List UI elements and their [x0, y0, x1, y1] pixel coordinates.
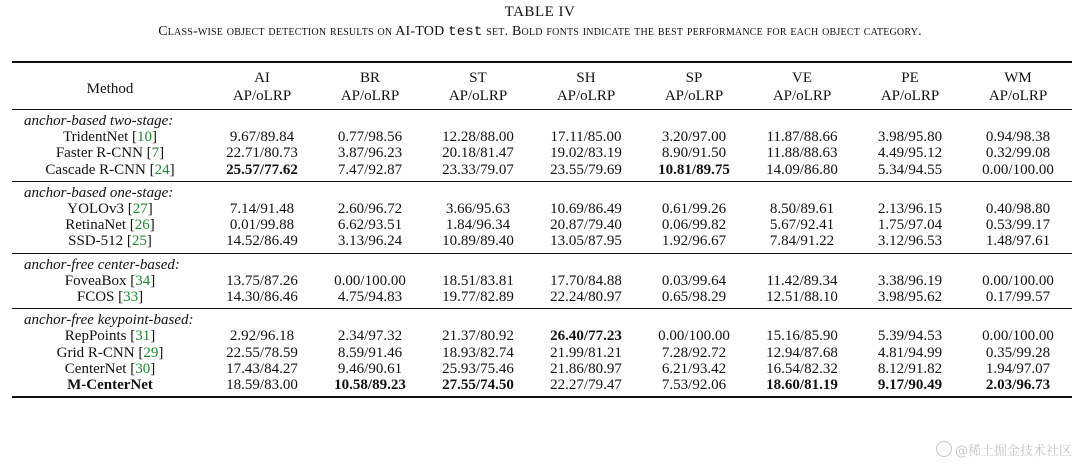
value-cell: 3.38/96.19 — [877, 272, 943, 289]
method-cell: YOLOv3 [27] — [67, 201, 153, 218]
caption-prefix: Class-wise object detection results on AI-TOD — [158, 24, 449, 39]
value-cell: 23.55/79.69 — [550, 161, 622, 178]
table-row — [12, 377, 1072, 397]
value-cell: 13.05/87.95 — [550, 233, 622, 250]
value-cell: 21.86/80.97 — [550, 360, 622, 377]
category-header-sp: SP — [685, 70, 703, 86]
value-cell: 22.27/79.47 — [532, 377, 640, 397]
group-label-row — [12, 110, 1072, 130]
value-cell: 19.77/82.89 — [442, 289, 514, 306]
group-label: anchor-free center-based: — [12, 253, 1072, 273]
category-header-sh: SH — [576, 70, 596, 86]
citation-link[interactable]: 26 — [134, 217, 150, 234]
value-cell: 8.59/91.46 — [337, 344, 403, 361]
value-cell: 6.62/93.51 — [337, 217, 403, 234]
value-cell: 16.54/82.32 — [766, 360, 838, 377]
value-cell: 4.49/95.12 — [877, 145, 943, 162]
method-name: Cascade R-CNN — [45, 161, 146, 178]
method-name: YOLOv3 — [67, 201, 124, 218]
value-cell: 1.48/97.61 — [985, 233, 1051, 250]
watermark-text: @稀土掘金技术社区 — [954, 444, 1072, 459]
value-cell: 19.02/83.19 — [550, 145, 622, 162]
group-label-row — [12, 253, 1072, 273]
value-cell: 0.40/98.80 — [985, 201, 1051, 218]
table-row — [12, 233, 1072, 253]
value-cell: 7.28/92.72 — [661, 344, 727, 361]
value-cell: 14.30/86.46 — [226, 289, 298, 306]
value-cell: 23.33/79.07 — [442, 161, 514, 178]
group-label: anchor-based one-stage: — [12, 181, 1072, 201]
value-cell: 3.12/96.53 — [877, 233, 943, 250]
citation-link[interactable]: 34 — [135, 272, 151, 289]
value-cell: 8.90/91.50 — [661, 145, 727, 162]
value-cell: 1.84/96.34 — [445, 217, 511, 234]
watermark-logo-icon — [936, 441, 952, 457]
value-cell: 10.69/86.49 — [550, 201, 622, 218]
value-cell: 2.60/96.72 — [337, 201, 403, 218]
value-cell: 15.16/85.90 — [766, 328, 838, 345]
value-cell: 17.43/84.27 — [226, 360, 298, 377]
citation-link[interactable]: 25 — [131, 233, 147, 250]
group-label-row — [12, 309, 1072, 329]
method-cell: RetinaNet [26] — [65, 217, 155, 234]
value-cell: 3.98/95.62 — [877, 289, 943, 306]
value-cell: 0.17/99.57 — [985, 289, 1051, 306]
value-cell: 11.42/89.34 — [766, 272, 838, 289]
value-cell: 1.92/96.67 — [661, 233, 727, 250]
value-cell: 20.87/79.40 — [550, 217, 622, 234]
value-cell: 3.13/96.24 — [337, 233, 403, 250]
value-cell: 0.01/99.88 — [229, 217, 295, 234]
method-cell: FCOS [33] — [76, 289, 144, 306]
value-cell: 11.87/88.66 — [766, 129, 838, 146]
value-cell: 5.67/92.41 — [769, 217, 835, 234]
citation-link[interactable]: 24 — [154, 161, 170, 178]
value-cell: 0.32/99.08 — [985, 145, 1051, 162]
value-cell: 6.21/93.42 — [661, 360, 727, 377]
value-cell: 18.51/83.81 — [442, 272, 514, 289]
value-cell: 0.61/99.26 — [661, 201, 727, 218]
value-cell: 12.28/88.00 — [442, 129, 514, 146]
method-name: CenterNet — [64, 360, 127, 377]
value-cell: 7.84/91.22 — [769, 233, 835, 250]
value-cell: 3.98/95.80 — [877, 129, 943, 146]
value-cell: 10.58/89.23 — [316, 377, 424, 397]
value-cell: 18.59/83.00 — [208, 377, 316, 397]
value-cell: 14.09/86.80 — [766, 161, 838, 178]
value-cell: 26.40/77.23 — [550, 328, 622, 345]
caption-suffix: set. Bold fonts indicate the best performance for each object category. — [482, 24, 922, 39]
value-cell: 1.75/97.04 — [877, 217, 943, 234]
metric-header: AP/oLRP — [880, 88, 940, 104]
table-row — [12, 129, 1072, 145]
metric-header: AP/oLRP — [988, 88, 1048, 104]
value-cell: 8.12/91.82 — [877, 360, 943, 377]
value-cell: 25.93/75.46 — [442, 360, 514, 377]
watermark — [936, 440, 1072, 459]
method-header: Method — [86, 81, 134, 97]
value-cell: 2.03/96.73 — [964, 377, 1072, 397]
category-header-ve: VE — [792, 70, 812, 86]
table-row — [12, 162, 1072, 182]
method-name: RepPoints — [64, 328, 127, 345]
category-header-wm: WM — [1004, 70, 1032, 86]
value-cell: 0.00/100.00 — [334, 272, 406, 289]
table-row — [12, 289, 1072, 309]
category-header-st: ST — [469, 70, 487, 86]
method-cell: RepPoints [31] — [64, 328, 156, 345]
table-body — [12, 110, 1072, 398]
method-cell: SSD-512 [25] — [68, 233, 152, 250]
method-name: Faster R-CNN — [55, 145, 143, 162]
method-name: FCOS — [76, 289, 115, 306]
category-header-br: BR — [359, 70, 380, 86]
value-cell: 9.67/89.84 — [229, 129, 295, 146]
value-cell: 2.92/96.18 — [229, 328, 295, 345]
value-cell: 9.17/90.49 — [856, 377, 964, 397]
value-cell: 0.00/100.00 — [982, 161, 1054, 178]
table-row — [12, 345, 1072, 361]
value-cell: 0.00/100.00 — [982, 328, 1054, 345]
table-number: TABLE IV — [504, 4, 576, 20]
metric-header: AP/oLRP — [340, 88, 400, 104]
method-cell — [12, 377, 208, 397]
value-cell: 14.52/86.49 — [226, 233, 298, 250]
caption-mono: test — [448, 24, 483, 40]
citation-link[interactable]: 29 — [143, 344, 159, 361]
value-cell: 22.24/80.97 — [550, 289, 622, 306]
value-cell: 27.55/74.50 — [424, 377, 532, 397]
method-name: SSD-512 — [68, 233, 124, 250]
value-cell: 0.06/99.82 — [661, 217, 727, 234]
value-cell: 0.77/98.56 — [337, 129, 403, 146]
value-cell: 4.75/94.83 — [337, 289, 403, 306]
method-cell: Cascade R-CNN [24] — [45, 161, 175, 178]
method-name: Grid R-CNN — [56, 344, 135, 361]
table-row — [12, 273, 1072, 289]
value-cell: 10.81/89.75 — [658, 161, 730, 178]
method-cell: FoveaBox [34] — [64, 272, 156, 289]
value-cell: 18.93/82.74 — [442, 344, 514, 361]
value-cell: 10.89/89.40 — [442, 233, 514, 250]
value-cell: 5.39/94.53 — [877, 328, 943, 345]
citation-link[interactable]: 30 — [135, 360, 151, 377]
value-cell: 7.53/92.06 — [640, 377, 748, 397]
value-cell: 0.00/100.00 — [982, 272, 1054, 289]
metric-header: AP/oLRP — [556, 88, 616, 104]
metric-header: AP/oLRP — [772, 88, 832, 104]
group-label: anchor-based two-stage: — [12, 110, 1072, 130]
method-name: TridentNet — [62, 129, 129, 146]
table-row — [12, 201, 1072, 217]
value-cell: 5.34/94.55 — [877, 161, 943, 178]
citation-link[interactable]: 7 — [151, 145, 160, 162]
category-header-pe: PE — [901, 70, 919, 86]
method-name: M-CenterNet — [67, 377, 153, 394]
citation-link[interactable]: 31 — [135, 328, 151, 345]
value-cell: 9.46/90.61 — [337, 360, 403, 377]
category-header-ai: AI — [254, 70, 270, 86]
value-cell: 11.88/88.63 — [766, 145, 838, 162]
method-cell: Grid R-CNN [29] — [56, 344, 164, 361]
value-cell: 18.60/81.19 — [748, 377, 856, 397]
value-cell: 17.11/85.00 — [550, 129, 622, 146]
table-row — [12, 145, 1072, 161]
results-table — [12, 61, 1072, 398]
value-cell: 22.55/78.59 — [226, 344, 298, 361]
value-cell: 17.70/84.88 — [550, 272, 622, 289]
value-cell: 2.13/96.15 — [877, 201, 943, 218]
value-cell: 0.65/98.29 — [661, 289, 727, 306]
table-header — [12, 62, 1072, 110]
value-cell: 3.20/97.00 — [661, 129, 727, 146]
value-cell: 0.94/98.38 — [985, 129, 1051, 146]
method-cell: Faster R-CNN [7] — [55, 145, 165, 162]
value-cell: 0.35/99.28 — [985, 344, 1051, 361]
method-name: RetinaNet — [65, 217, 127, 234]
value-cell: 7.47/92.87 — [337, 161, 403, 178]
value-cell: 25.57/77.62 — [226, 161, 298, 178]
value-cell: 20.18/81.47 — [442, 145, 514, 162]
group-label-row — [12, 181, 1072, 201]
method-cell: TridentNet [10] — [62, 129, 158, 146]
citation-link[interactable]: 33 — [123, 289, 139, 306]
metric-header: AP/oLRP — [232, 88, 292, 104]
value-cell: 12.94/87.68 — [766, 344, 838, 361]
table-row — [12, 217, 1072, 233]
value-cell: 21.99/81.21 — [550, 344, 622, 361]
value-cell: 0.03/99.64 — [661, 272, 727, 289]
value-cell: 8.50/89.61 — [769, 201, 835, 218]
table-row — [12, 361, 1072, 377]
value-cell: 4.81/94.99 — [877, 344, 943, 361]
method-name: FoveaBox — [64, 272, 127, 289]
value-cell: 13.75/87.26 — [226, 272, 298, 289]
value-cell: 0.53/99.17 — [985, 217, 1051, 234]
method-cell: CenterNet [30] — [64, 360, 156, 377]
citation-link[interactable]: 27 — [132, 201, 148, 218]
value-cell: 21.37/80.92 — [442, 328, 514, 345]
metric-header: AP/oLRP — [664, 88, 724, 104]
table-row — [12, 328, 1072, 344]
value-cell: 3.66/95.63 — [445, 201, 511, 218]
value-cell: 3.87/96.23 — [337, 145, 403, 162]
value-cell: 12.51/88.10 — [766, 289, 838, 306]
value-cell: 2.34/97.32 — [337, 328, 403, 345]
metric-header: AP/oLRP — [448, 88, 508, 104]
value-cell: 1.94/97.07 — [985, 360, 1051, 377]
value-cell: 7.14/91.48 — [229, 201, 295, 218]
citation-link[interactable]: 10 — [137, 129, 153, 146]
value-cell: 0.00/100.00 — [658, 328, 730, 345]
value-cell: 22.71/80.73 — [226, 145, 298, 162]
group-label: anchor-free keypoint-based: — [12, 309, 1072, 329]
table-caption — [0, 24, 1080, 40]
